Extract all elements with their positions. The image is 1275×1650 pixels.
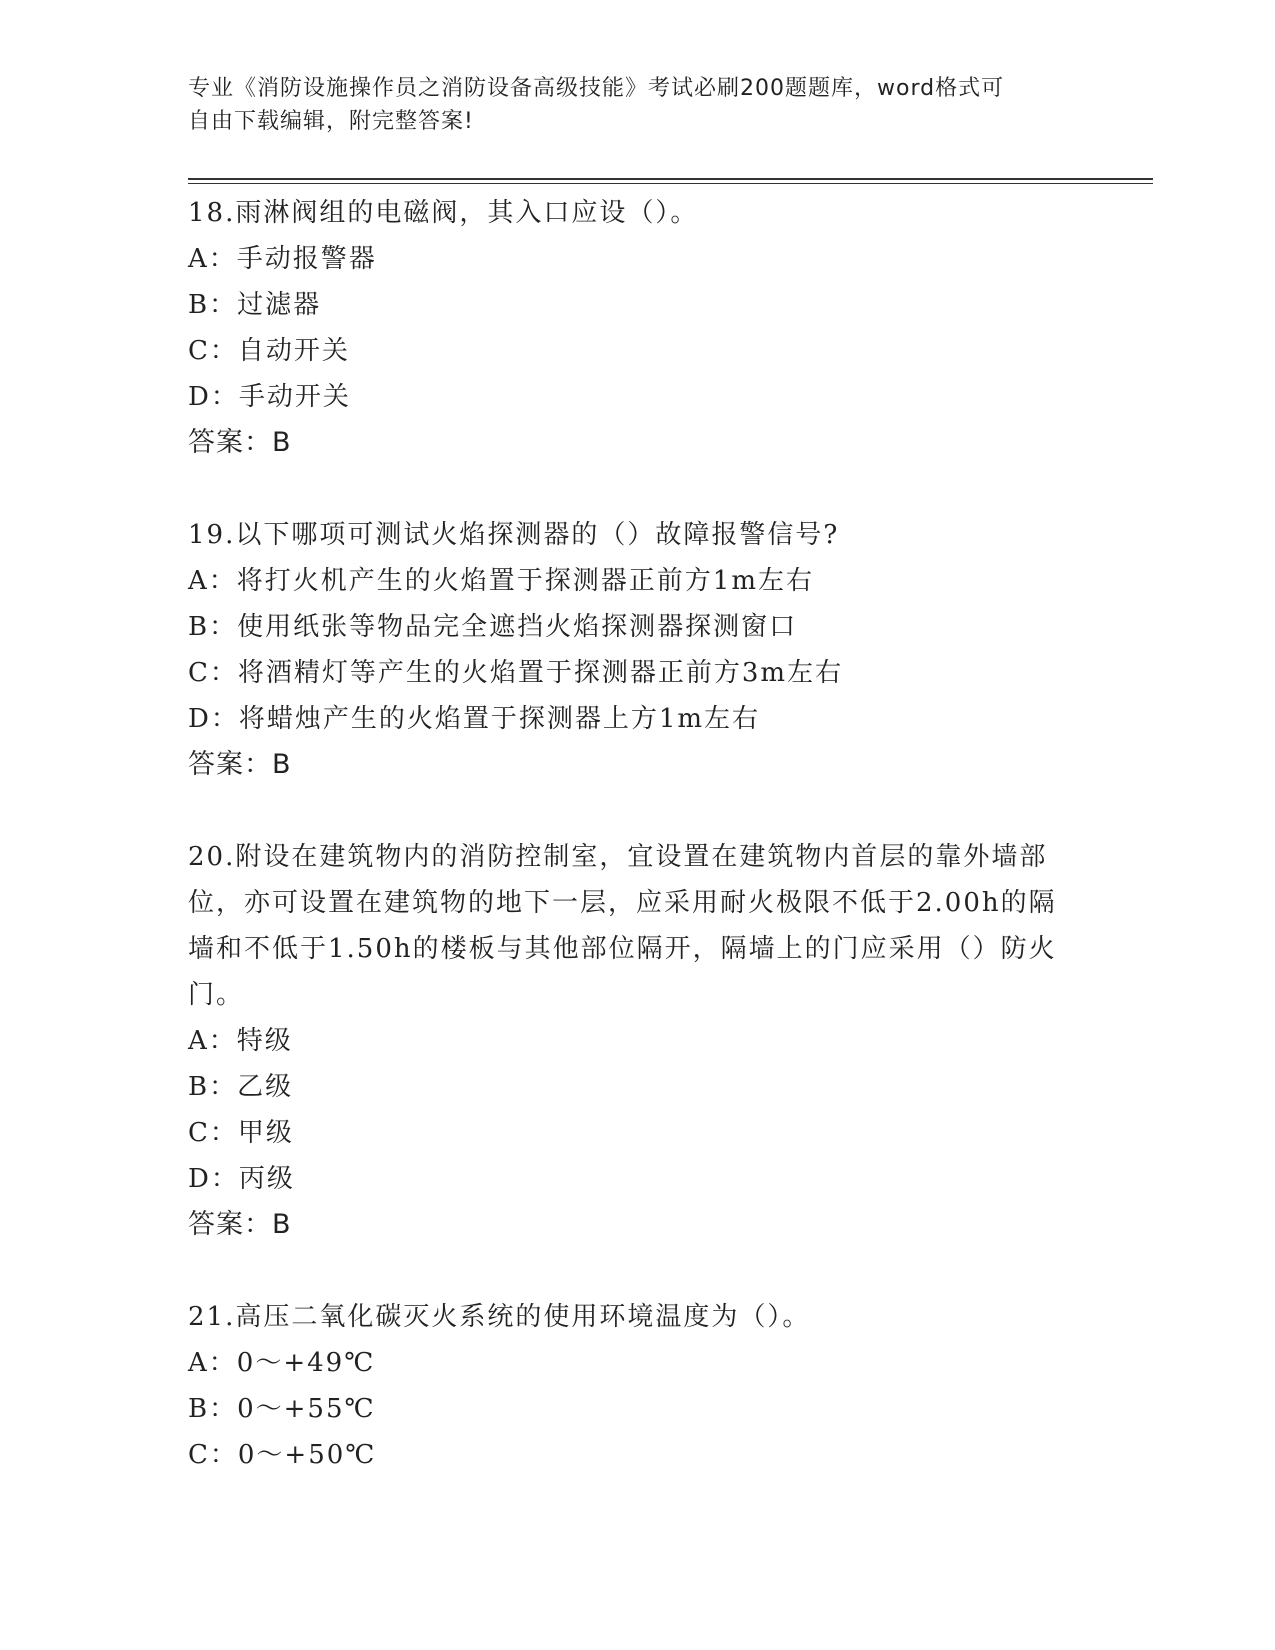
answer-line: 答案：B <box>188 427 292 458</box>
option-a: A：手动报警器 <box>188 244 377 274</box>
option-b: B：乙级 <box>188 1072 294 1102</box>
option-c: C：将酒精灯等产生的火焰置于探测器正前方3m左右 <box>188 658 844 688</box>
option-d: D：手动开关 <box>188 382 351 412</box>
header-divider-thin <box>188 183 1153 184</box>
option-c: C：0～+50℃ <box>188 1440 377 1470</box>
question-stem: 19.以下哪项可测试火焰探测器的（）故障报警信号? <box>188 520 840 550</box>
option-b: B：过滤器 <box>188 290 322 320</box>
option-b: B：使用纸张等物品完全遮挡火焰探测器探测窗口 <box>188 612 798 642</box>
option-d: D：丙级 <box>188 1164 295 1194</box>
answer-line: 答案：B <box>188 1209 292 1240</box>
question-21 <box>188 1294 1078 1478</box>
document-header <box>188 72 1088 138</box>
option-d: D：将蜡烛产生的火焰置于探测器上方1m左右 <box>188 704 761 734</box>
question-stem: 20.附设在建筑物内的消防控制室，宜设置在建筑物内首层的靠外墙部位，亦可设置在建筑物的地下一层，应采用耐火极限不低于2.00h的隔墙和不低于1.50h的楼板与其他部位隔开，隔墙上的门应采用（）防火门。 <box>188 842 1057 1010</box>
option-a: A：将打火机产生的火焰置于探测器正前方1m左右 <box>188 566 814 596</box>
option-c: C：甲级 <box>188 1118 294 1148</box>
header-line-1: 专业《消防设施操作员之消防设备高级技能》考试必刷200题题库，word格式可 <box>188 76 1005 101</box>
option-a: A：0～+49℃ <box>188 1348 376 1378</box>
option-b: B：0～+55℃ <box>188 1394 376 1424</box>
question-stem: 18.雨淋阀组的电磁阀，其入口应设（）。 <box>188 198 699 228</box>
header-divider <box>188 178 1153 180</box>
header-line-2: 自由下载编辑，附完整答案! <box>188 109 474 134</box>
question-list <box>188 190 1078 1524</box>
option-a: A：特级 <box>188 1026 293 1056</box>
question-20 <box>188 834 1078 1248</box>
answer-line: 答案：B <box>188 749 292 780</box>
option-c: C：自动开关 <box>188 336 350 366</box>
question-stem: 21.高压二氧化碳灭火系统的使用环境温度为（）。 <box>188 1302 811 1332</box>
question-18 <box>188 190 1078 466</box>
question-19 <box>188 512 1078 788</box>
